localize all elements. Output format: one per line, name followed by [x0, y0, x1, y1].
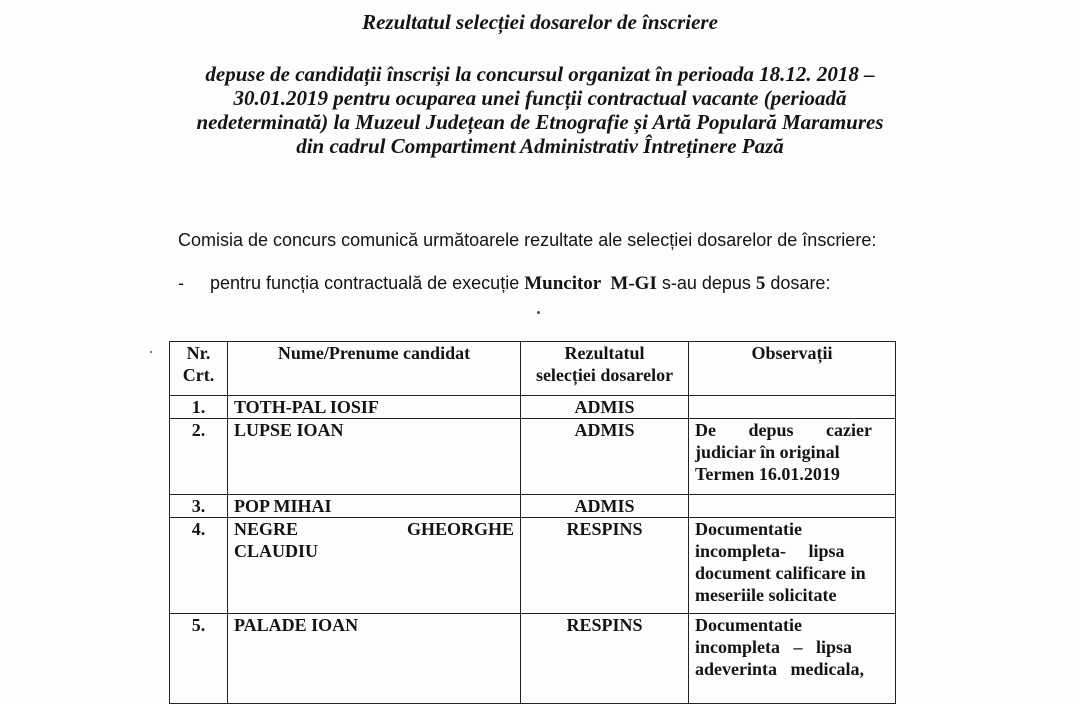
row-observations: [689, 614, 896, 704]
row-nr: 3.: [170, 495, 228, 518]
table-header-row: [170, 342, 896, 396]
name-part-2: GHEORGHE: [406, 519, 514, 539]
document-subtitle: [60, 62, 1020, 158]
position-bullet: [178, 273, 830, 295]
row-observations: [689, 495, 896, 518]
row-name: PALADE IOAN: [228, 614, 521, 704]
row-name: TOTH-PAL IOSIF: [228, 396, 521, 419]
header-result: [521, 342, 689, 396]
dossier-count: 5: [755, 273, 766, 294]
scan-speck: [150, 351, 152, 353]
bullet-middle: s-au depus: [656, 273, 756, 293]
subtitle-line-4: din cadrul Compartiment Administrativ Întreținere Pază: [296, 134, 784, 158]
subtitle-line-3: nedeterminată) la Muzeul Județean de Etnografie și Artă Populară Maramures: [196, 110, 884, 134]
obs-line-4: meseriile solicitate: [695, 585, 837, 605]
results-table: [169, 341, 896, 704]
row-result: RESPINS: [521, 614, 689, 704]
row-result: ADMIS: [521, 396, 689, 419]
header-name: Nume/Prenume candidat: [228, 342, 521, 396]
row-result: ADMIS: [521, 419, 689, 495]
header-nr-line2: Crt.: [182, 365, 215, 385]
name-line-1: [234, 518, 514, 540]
table-row: [170, 518, 896, 614]
intro-text: Comisia de concurs comunică următoarele rezultate ale selecției dosarelor de înscriere:: [178, 230, 877, 250]
header-nr: [170, 342, 228, 396]
subtitle-line-2: 30.01.2019 pentru ocuparea unei funcții contractual vacante (perioadă: [233, 86, 847, 110]
document-title: Rezultatul selecției dosarelor de înscriere: [362, 10, 718, 34]
name-part-1: NEGRE: [234, 519, 299, 539]
subtitle-line-1: depuse de candidații înscriși la concursul organizat în perioada 18.12. 2018 –: [205, 62, 875, 86]
bullet-prefix: pentru funcția contractuală de execuție: [210, 273, 525, 293]
table-row: [170, 614, 896, 704]
obs-line: [695, 419, 889, 441]
table-row: [170, 419, 896, 495]
obs-line-3: Termen 16.01.2019: [695, 464, 840, 484]
name-line-2: CLAUDIU: [234, 541, 319, 561]
header-observations: Observații: [689, 342, 896, 396]
row-observations: [689, 396, 896, 419]
row-name: [228, 518, 521, 614]
row-nr: 1.: [170, 396, 228, 419]
row-nr: 2.: [170, 419, 228, 495]
table-row: [170, 396, 896, 419]
row-result: ADMIS: [521, 495, 689, 518]
position-name: Muncitor M-GI: [524, 273, 657, 294]
row-name: LUPSE IOAN: [228, 419, 521, 495]
row-result: RESPINS: [521, 518, 689, 614]
obs-line-1: Documentatie: [695, 615, 802, 635]
header-result-line1: Rezultatul: [564, 343, 645, 363]
header-nr-line1: Nr.: [186, 343, 211, 363]
bullet-dash: -: [178, 273, 184, 293]
row-nr: 4.: [170, 518, 228, 614]
obs-line-1: De depus cazier: [695, 420, 872, 440]
obs-line-2: incompleta – lipsa: [695, 637, 853, 657]
row-name: POP MIHAI: [228, 495, 521, 518]
row-nr: 5.: [170, 614, 228, 704]
obs-line-2: judiciar în original: [695, 442, 840, 462]
row-observations: [689, 419, 896, 495]
row-observations: [689, 518, 896, 614]
obs-line-1: Documentatie: [695, 519, 802, 539]
obs-line-3: adeverinta medicala,: [695, 659, 864, 679]
header-result-line2: selecției dosarelor: [535, 365, 674, 385]
obs-line-2: incompleta- lipsa: [695, 541, 845, 561]
bullet-suffix: dosare:: [765, 273, 831, 293]
obs-line-3: document calificare in: [695, 563, 866, 583]
table-row: [170, 495, 896, 518]
scan-speck: [537, 311, 540, 314]
